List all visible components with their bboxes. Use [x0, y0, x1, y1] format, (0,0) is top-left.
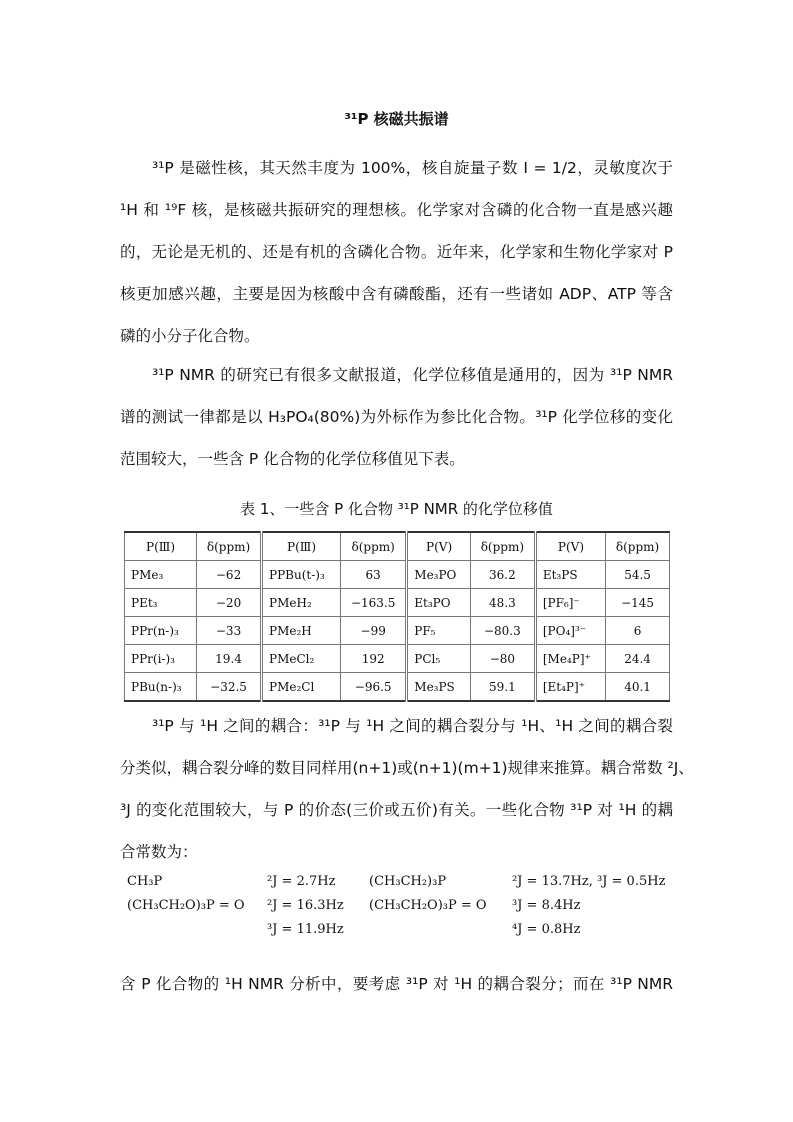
text-line: 的，无论是无机的、还是有机的含磷化合物。近年来，化学家和生物化学家对 P [120, 243, 673, 261]
paragraph-coupling [120, 716, 694, 884]
compound-cell: Me₃PS [407, 673, 471, 702]
text-line: 范围较大，一些含 P 化合物的化学位移值见下表。 [120, 450, 465, 468]
coupling-constants-list [127, 874, 687, 946]
header-cell: P(V) [407, 532, 471, 561]
table-caption: 表 1、一些含 P 化合物 ³¹P NMR 的化学位移值 [240, 500, 553, 518]
coupling-value: ³J = 8.4Hz [512, 898, 581, 913]
compound-cell: PCl₅ [407, 645, 471, 673]
header-cell: δ(ppm) [470, 532, 535, 561]
compound: (CH₃CH₂)₃P [369, 874, 447, 889]
shift-value-cell: −62 [197, 561, 262, 589]
shift-value-cell: 59.1 [470, 673, 535, 702]
text-line: ³¹P NMR 的研究已有很多文献报道，化学位移值是通用的，因为 ³¹P NMR [152, 366, 673, 384]
shift-value-cell: −96.5 [341, 673, 407, 702]
compound-cell: PEt₃ [125, 589, 197, 617]
text-line: ³¹P 是磁性核，其天然丰度为 100%，核自旋量子数 I = 1/2，灵敏度次于 [152, 159, 673, 177]
shift-value-cell: 54.5 [606, 561, 670, 589]
paragraph-analysis [120, 974, 673, 1016]
header-cell: P(Ⅲ) [125, 532, 197, 561]
compound: (CH₃CH₂O)₃P = O [127, 898, 245, 913]
compound-cell: PPBu(t-)₃ [262, 561, 341, 589]
header-cell: δ(ppm) [341, 532, 407, 561]
compound-cell: PMe₃ [125, 561, 197, 589]
text-line: ¹H 和 ¹⁹F 核，是核磁共振研究的理想核。化学家对含磷的化合物一直是感兴趣 [120, 201, 673, 219]
table-row [125, 645, 670, 673]
compound-cell: PMe₂Cl [262, 673, 341, 702]
shift-value-cell: 36.2 [470, 561, 535, 589]
coupling-row [127, 922, 687, 946]
compound-cell: PPr(n-)₃ [125, 617, 197, 645]
shift-value-cell: −163.5 [341, 589, 407, 617]
shift-value-cell: 192 [341, 645, 407, 673]
text-line: ³J 的变化范围较大，与 P 的价态(三价或五价)有关。一些化合物 ³¹P 对 ¹H 的耦 [120, 801, 673, 819]
shift-value-cell: −80 [470, 645, 535, 673]
shift-value-cell: −32.5 [197, 673, 262, 702]
shift-value-cell: −33 [197, 617, 262, 645]
header-cell: δ(ppm) [197, 532, 262, 561]
compound-cell: PPr(i-)₃ [125, 645, 197, 673]
table-header-row [125, 532, 670, 561]
header-cell: P(V) [535, 532, 605, 561]
shift-value-cell: 24.4 [606, 645, 670, 673]
shift-value-cell: −99 [341, 617, 407, 645]
table-row [125, 673, 670, 702]
compound-cell: Me₃PO [407, 561, 471, 589]
compound-cell: [Me₄P]⁺ [535, 645, 605, 673]
shift-value-cell: 19.4 [197, 645, 262, 673]
shift-value-cell: 48.3 [470, 589, 535, 617]
text-line: ³¹P 与 ¹H 之间的耦合：³¹P 与 ¹H 之间的耦合裂分与 ¹H、¹H 之间的耦合裂 [152, 717, 673, 735]
shift-value-cell: −80.3 [470, 617, 535, 645]
text-line: 合常数为： [120, 843, 198, 861]
page-title: ³¹P 核磁共振谱 [344, 110, 449, 128]
shift-value-cell: 6 [606, 617, 670, 645]
table-row [125, 589, 670, 617]
text-line: 磷的小分子化合物。 [120, 327, 260, 345]
coupling-value: ²J = 16.3Hz [267, 898, 344, 913]
table-row [125, 617, 670, 645]
shift-value-cell: 63 [341, 561, 407, 589]
compound-cell: PF₅ [407, 617, 471, 645]
compound-cell: PMe₂H [262, 617, 341, 645]
text-line: 含 P 化合物的 ¹H NMR 分析中，要考虑 ³¹P 对 ¹H 的耦合裂分；而在 ³¹P NMR [120, 975, 673, 993]
compound-cell: Et₃PS [535, 561, 605, 589]
coupling-value: ²J = 2.7Hz [267, 874, 336, 889]
table-row [125, 561, 670, 589]
text-line: 谱的测试一律都是以 H₃PO₄(80%)为外标作为参比化合物。³¹P 化学位移的变化 [120, 408, 673, 426]
compound-cell: PMeH₂ [262, 589, 341, 617]
shift-value-cell: 40.1 [606, 673, 670, 702]
compound-cell: [PF₆]⁻ [535, 589, 605, 617]
compound-cell: PMeCl₂ [262, 645, 341, 673]
coupling-value: ²J = 13.7Hz, ³J = 0.5Hz [512, 874, 666, 889]
compound: (CH₃CH₂O)₃P = O [369, 898, 487, 913]
compound-cell: PBu(n-)₃ [125, 673, 197, 702]
compound-cell: Et₃PO [407, 589, 471, 617]
compound: CH₃P [127, 874, 163, 889]
coupling-row [127, 874, 687, 898]
header-cell: P(Ⅲ) [262, 532, 341, 561]
text-line: 核更加感兴趣，主要是因为核酸中含有磷酸酯，还有一些诸如 ADP、ATP 等含 [120, 285, 673, 303]
paragraph-intro [120, 158, 673, 368]
compound-cell: [PO₄]³⁻ [535, 617, 605, 645]
coupling-value: ³J = 11.9Hz [267, 922, 344, 937]
chemical-shift-table [124, 531, 670, 702]
paragraph-chemical-shift [120, 365, 673, 491]
header-cell: δ(ppm) [606, 532, 670, 561]
compound-cell: [Et₄P]⁺ [535, 673, 605, 702]
shift-value-cell: −20 [197, 589, 262, 617]
coupling-row [127, 898, 687, 922]
shift-value-cell: −145 [606, 589, 670, 617]
text-line: 分类似，耦合裂分峰的数目同样用(n+1)或(n+1)(m+1)规律来推算。耦合常数 ²J、 [120, 759, 694, 777]
coupling-value: ⁴J = 0.8Hz [512, 922, 581, 937]
